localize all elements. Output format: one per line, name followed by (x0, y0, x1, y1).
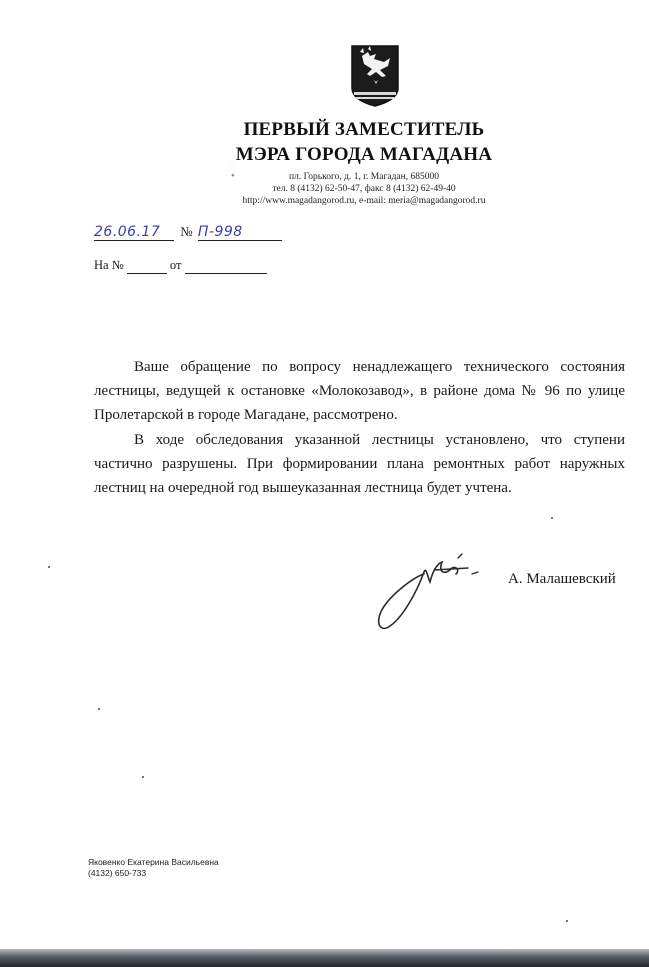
reference-number-label: На № (94, 258, 124, 272)
scan-speck (48, 566, 50, 568)
registration-number-label: № (180, 224, 193, 239)
registration-line (94, 224, 282, 241)
letter-paragraph-1 (94, 355, 625, 427)
scan-mark: • (231, 170, 235, 182)
reference-from-label: от (169, 258, 182, 272)
sender-web-email: http://www.magadangorod.ru, e-mail: meria@magadangorod.ru (242, 196, 486, 206)
executor-name: Яковенко Екатерина Васильевна (88, 857, 219, 867)
scan-speck (566, 920, 568, 922)
registration-number: П-998 (198, 224, 282, 241)
reference-line (94, 258, 267, 274)
paragraph-text: Ваше обращение по вопросу ненадлежащего технического состояния лестницы, ведущей к остановке «Молокозавод», в районе дома № 96 по улице Пролетарской в городе Магадане, рассмотрено. (94, 359, 625, 423)
sender-title-line-1: ПЕРВЫЙ ЗАМЕСТИТЕЛЬ (243, 119, 485, 140)
reference-number-blank (127, 258, 167, 274)
sender-phones: тел. 8 (4132) 62-50-47, факс 8 (4132) 62-49-40 (272, 184, 456, 194)
sender-address: пл. Горького, д. 1, г. Магадан, 685000 (289, 172, 439, 182)
executor-phone: (4132) 650-733 (88, 868, 147, 878)
city-coat-of-arms-icon (350, 44, 400, 108)
scan-speck (142, 776, 144, 778)
letter-paragraph-2 (94, 428, 625, 500)
sender-title-line-2: МЭРА ГОРОДА МАГАДАНА (235, 144, 493, 165)
scan-edge-bar (0, 949, 649, 967)
paragraph-text: В ходе обследования указанной лестницы установлено, что ступени частично разрушены. При формировании плана ремонтных работ наружных лестниц на очередной год вышеуказанная лестница будет учтена. (94, 432, 625, 496)
scan-speck (551, 517, 553, 519)
registration-date: 26.06.17 (94, 224, 174, 241)
scan-speck (98, 708, 100, 710)
reference-date-blank (185, 258, 267, 274)
signer-name: А. Малашевский (508, 571, 616, 587)
handwritten-signature (372, 548, 490, 636)
